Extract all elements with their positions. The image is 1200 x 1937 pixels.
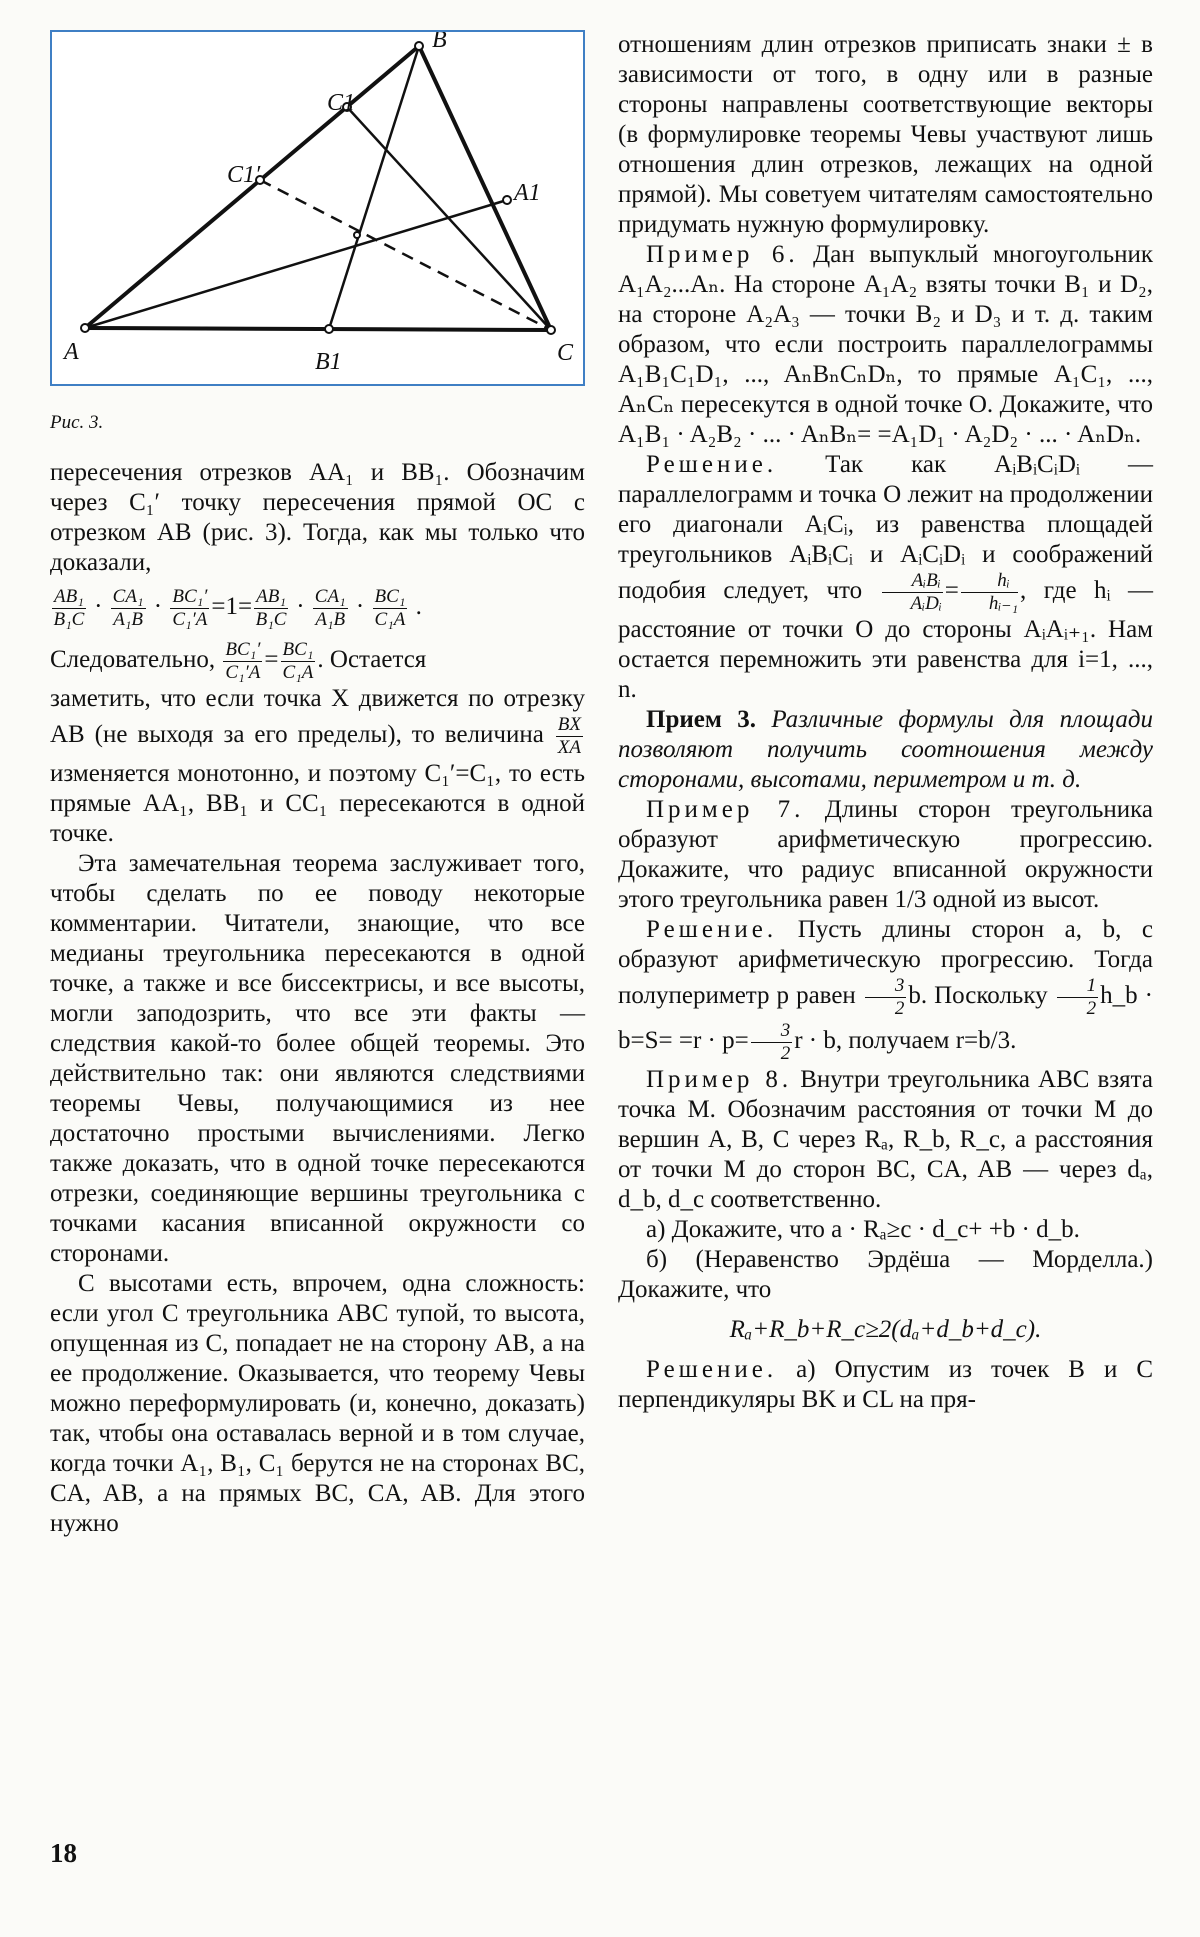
cheva-figure (50, 30, 585, 386)
cevian-cc1 (347, 107, 551, 330)
example-8: Пример 8. Внутри треугольника ABC взята точка M. Обозначим расстояния от точки M до вершин A, B, C через Rₐ, R_b, R_c, а расстояния от точки M до сторон BC, CA, AB — через dₐ, d_b, d_c соответственно. (618, 1066, 1153, 1213)
side-ac (85, 328, 551, 330)
solution-6: Решение. Так как AᵢBᵢCᵢDᵢ — параллелограмм и точка O лежит на продолжении его диагонали AᵢCᵢ, из равенства площадей треугольников AᵢBᵢCᵢ и AᵢCᵢDᵢ и соображений подобия следует, что $\frac{\text{AᵢBᵢ}}{\text{AᵢDᵢ}}$ = $\frac{\text{hᵢ}}{\text{hᵢ₋₁}}$ , где hᵢ — расстояние от точки O до стороны AᵢAᵢ₊₁. Нам остается перемножить эти равенства для i=1, ..., n. (618, 451, 1154, 703)
solution-8: Решение. а) Опустим из точек B и C перпендикуляры BK и CL на пря- (618, 1356, 1154, 1413)
example-7: Пример 7. Длины сторон треугольника образуют арифметическую прогрессию. Докажите, что радиус вписанной окружности этого треугольника равен 1/3 одной из высот. (618, 796, 1153, 913)
left-paragraph-1: пересечения отрезков AA₁ и BB₁. Обозначим через C₁′ точку пересечения прямой OC с отрезком AB (рис. 3). Тогда, как мы только что доказали, (50, 459, 585, 576)
solution-7: Решение. Пусть длины сторон a, b, c образуют арифметическую прогрессию. Тогда полупериметр p равен $\frac{3}{2}$ b. Поскольку $\frac{1}{2}$ h_b · b=S= =r · p= $\frac{3}{2}$ r · b, получаем r=b/3. (618, 916, 1153, 1064)
method-3: Прием 3. Различные формулы для площади позволяют получить соотношения между сторонами, высотами, периметром и т. д. (618, 706, 1154, 793)
example-8a: а) Докажите, что a · Rₐ≥c · d_c+ +b · d_b. (646, 1216, 1080, 1243)
label-b1: B1 (315, 349, 342, 375)
left-paragraph-5: С высотами есть, впрочем, одна сложность: если угол C треугольника ABC тупой, то высота, опущенная из C, попадает не на сторону AB, а на ее продолжение. Оказывается, что теорему Чевы можно переформулировать (и, конечно, доказать) так, чтобы она оставалась верной и в том случае, когда точки A₁, B₁, C₁ берутся не на сторонах BC, CA, AB, а на прямых BC, CA, AB. Для этого нужно (50, 1270, 585, 1537)
triangle-diagram (52, 32, 583, 384)
figure-caption: Рис. 3. (50, 412, 104, 433)
cevian-aa1 (85, 200, 507, 328)
left-column (50, 30, 585, 1539)
left-paragraph-4: Эта замечательная теорема заслуживает того, чтобы сделать по ее поводу некоторые комментарии. Читатели, знающие, что все медианы треугольника пересекаются в одной точке, а также и все биссектрисы, и все высоты, могли заподозрить, что все эти факты — следствия какой-то более общей теоремы. Это действительно так: они являются следствиями теоремы Чевы, получающимися из нее достаточно простыми вычислениями. Легко также доказать, что в одной точке пересекаются отрезки, соединяющие вершины треугольника с точками касания вписанной окружности со сторонами. (50, 850, 585, 1267)
label-c: C (557, 340, 574, 366)
right-column (618, 30, 1153, 1415)
label-a1: A1 (514, 180, 541, 206)
label-a: A (64, 339, 79, 365)
right-paragraph-1: отношениям длин отрезков приписать знаки ± в зависимости от того, в одну или в разные стороны направлены соответствующие векторы (в формулировке теоремы Чевы участвуют лишь отношения длин отрезков, лежащих на одной прямой). Мы советуем читателям самостоятельно придумать нужную формулировку. (618, 31, 1153, 238)
label-b: B (432, 32, 447, 53)
left-paragraph-3: заметить, что если точка X движется по отрезку AB (не выходя за его пределы), то величина $\frac{BX}{XA}$ изменяется монотонно, и поэтому C₁′=C₁, то есть прямые AA₁, BB₁ и CC₁ пересекаются в одной точке. (50, 685, 585, 847)
label-c1-prime: C1′ (227, 162, 261, 188)
page-number: 18 (50, 1838, 77, 1868)
erdos-mordell-formula: Rₐ+R_b+R_c≥2(dₐ+d_b+d_c). (729, 1316, 1042, 1343)
example-6: Пример 6. Дан выпуклый многоугольник A₁A₂...Aₙ. На стороне A₁A₂ взяты точки B₁ и D₂, на стороне A₂A₃ — точки B₂ и D₃ и т. д. таким образом, что если построить параллелограммы A₁B₁C₁D₁, ..., AₙBₙCₙDₙ, то прямые A₁C₁, ..., AₙCₙ пересекутся в одной точке O. Докажите, что A₁B₁ · A₂B₂ · ... · AₙBₙ= =A₁D₁ · A₂D₂ · ... · AₙDₙ. (618, 241, 1153, 448)
label-c1: C1 (327, 90, 356, 116)
cevian-bb1 (329, 46, 419, 329)
equation-cheva: $\frac{\text{AB₁}}{\text{B₁C}}$ · $\frac{\text{CA₁}}{\text{A₁B}}$ · $\frac{\text{BC₁′}}{\text{C₁′A}}$ =1= $\frac{\text{AB₁}}{\text{B₁C}}$ · $\frac{\text{CA₁}}{\text{A₁B}}$ · $\frac{\text{BC₁}}{\text{C₁A}}$ . (53, 586, 422, 630)
left-paragraph-2: Следовательно, $\frac{\text{BC₁′}}{\text{C₁′A}}$ = $\frac{\text{BC₁}}{\text{C₁A}}$ . Остается (50, 639, 427, 683)
example-8b: б) (Неравенство Эрдёша — Морделла.) Докажите, что (618, 1246, 1153, 1303)
